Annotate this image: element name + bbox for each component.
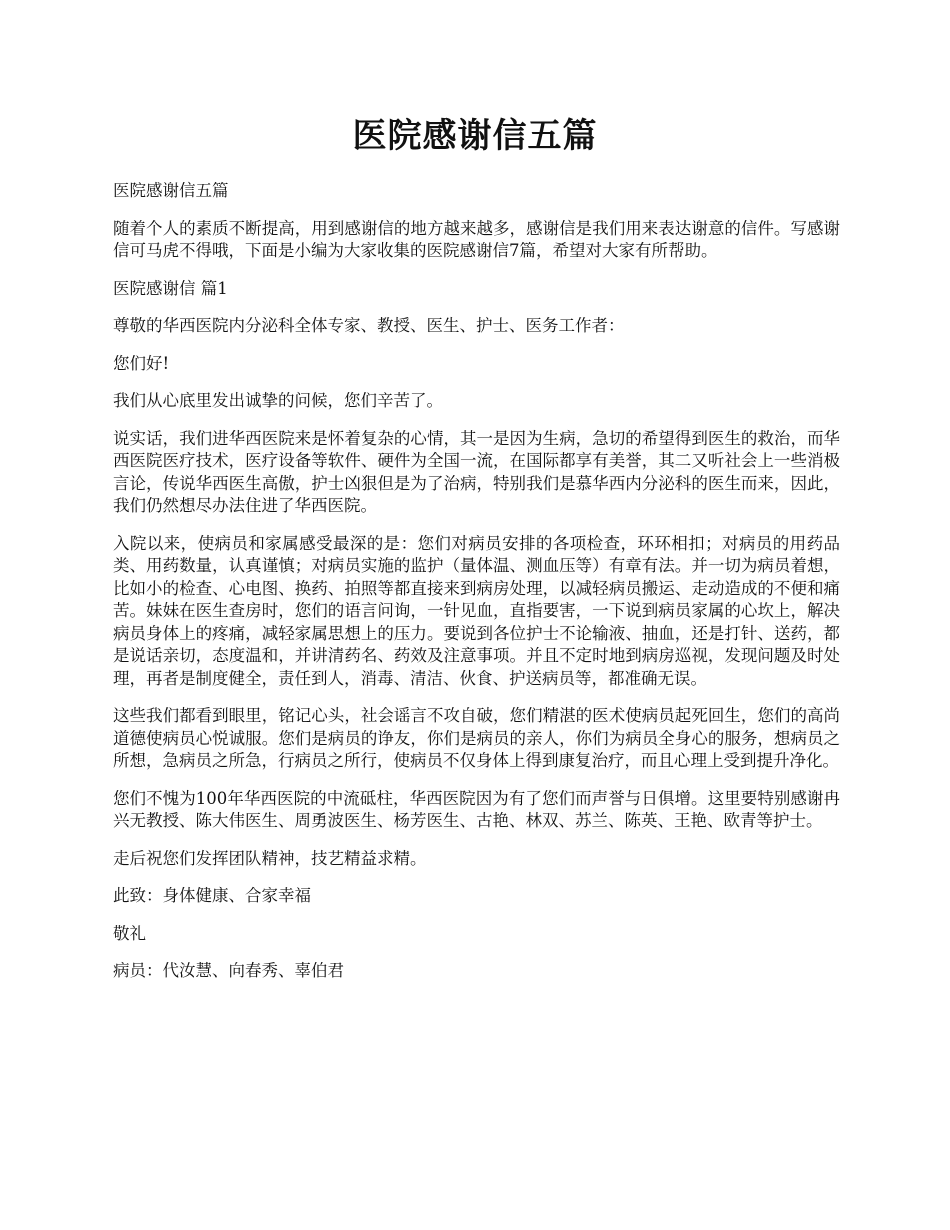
salutation-paragraph: 尊敬的华西医院内分泌科全体专家、教授、医生、护士、医务工作者： (113, 316, 625, 335)
closing-wish-paragraph: 走后祝您们发挥团队精神，技艺精益求精。 (113, 848, 427, 868)
body-paragraph: 入院以来，使病员和家属感受最深的是：您们对病员安排的各项检查，环环相扣；对病员的用药品类、用药数量，认真谨慎；对病员实施的监护（量体温、测血压等）有章有法。并一切为病员着想，比如小的检查、心电图、换药、拍照等都直接来到病房处理，以减轻病员搬运、走动造成的不便和痛苦。妹妹在医生查房时，您们的语言问询，一针见血，直指要害，一下说到病员家属的心坎上，解决病员身体上的疼痛，减轻家属思想上的压力。要说到各位护士不论输液、抽血，还是打针、送药，都是说话亲切，态度温和，并讲清药名、药效及注意事项。并且不定时地到病房巡视，发现问题及时处理，再者是制度健全，责任到人，消毒、清洁、伙食、护送病员等，都准确无误。 (113, 533, 840, 688)
body-paragraph: 您们不愧为100年华西医院的中流砥柱，华西医院因为有了您们而声誉与日俱增。这里要特别感谢冉兴无教授、陈大伟医生、周勇波医生、杨芳医生、古艳、林双、苏兰、陈英、王艳、欧青等护士。 (113, 788, 840, 830)
section-heading: 医院感谢信 篇1 (113, 278, 228, 298)
document-title: 医院感谢信五篇 (352, 116, 598, 156)
regards-paragraph: 此致：身体健康、合家幸福 (113, 886, 311, 905)
salute-paragraph: 敬礼 (113, 923, 146, 943)
greeting-paragraph: 您们好! (113, 353, 170, 373)
body-paragraph: 说实话，我们进华西医院来是怀着复杂的心情，其一是因为生病，急切的希望得到医生的救治，而华西医院医疗技术，医疗设备等软件、硬件为全国一流，在国际都享有美誉，其二又听社会上一些消极言论，传说华西医生高傲，护士凶狠但是为了治病，特别我们是慕华西内分泌科的医生而来，因此，我们仍然想尽办法住进了华西医院。 (113, 428, 840, 515)
intro-paragraph: 随着个人的素质不断提高，用到感谢信的地方越来越多，感谢信是我们用来表达谢意的信件。写感谢信可马虎不得哦，下面是小编为大家收集的医院感谢信7篇，希望对大家有所帮助。 (113, 218, 840, 260)
document-body (113, 180, 840, 998)
signature-paragraph: 病员：代汝慧、向春秀、辜伯君 (113, 961, 344, 980)
subtitle-paragraph: 医院感谢信五篇 (113, 181, 229, 200)
body-paragraph: 我们从心底里发出诚挚的问候，您们辛苦了。 (113, 391, 443, 410)
body-paragraph: 这些我们都看到眼里，铭记心头，社会谣言不攻自破，您们精湛的医术使病员起死回生，您们的高尚道德使病员心悦诚服。您们是病员的诤友，你们是病员的亲人，你们为病员全身心的服务，想病员之所想，急病员之所急，行病员之所行，使病员不仅身体上得到康复治疗，而且心理上受到提升净化。 (113, 706, 840, 770)
